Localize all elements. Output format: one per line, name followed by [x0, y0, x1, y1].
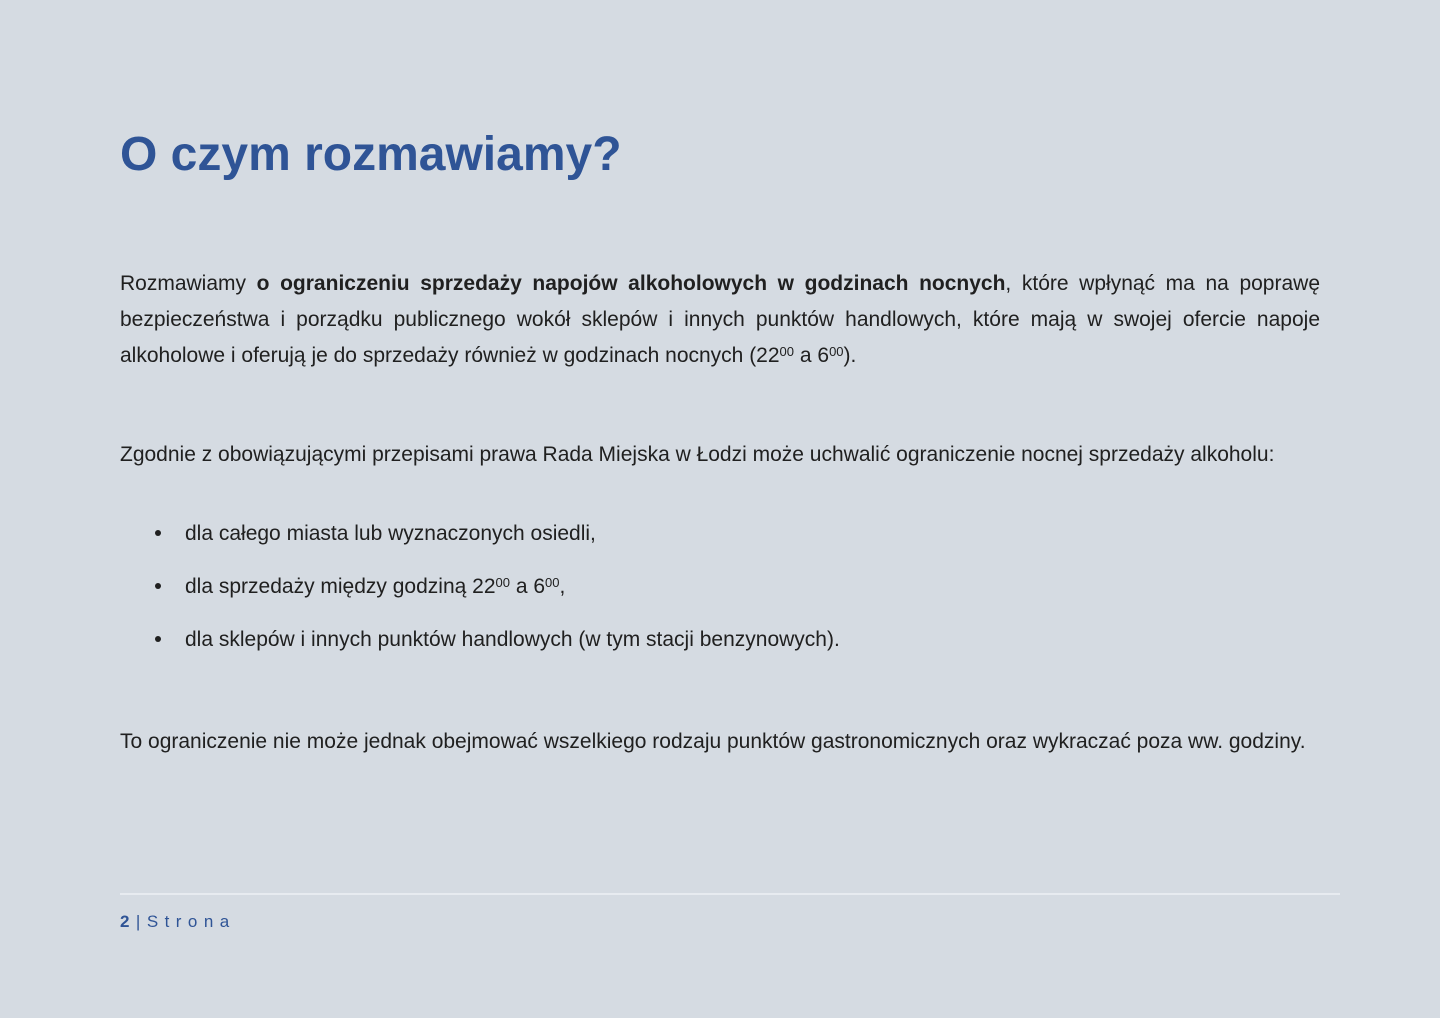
text-run: dla sklepów i innych punktów handlowych (w tym stacji benzynowych). — [185, 628, 840, 651]
list-item — [185, 622, 1320, 658]
text-run: Rozmawiamy — [120, 272, 257, 295]
page-number: 2 — [120, 912, 136, 931]
text-run: , które wpłynąć ma na poprawę bezpieczeństwa i porządku publicznego wokół sklepów i innych punktów handlowych, które mają w swojej ofercie napoje alkoholowe i oferują je do sprzedaży również w godzinach nocnych (22 — [120, 272, 1320, 367]
footer-label: Strona — [146, 912, 236, 931]
list-item — [185, 516, 1320, 552]
text-run: dla całego miasta lub wyznaczonych osiedli, — [185, 522, 596, 545]
footer-divider — [120, 893, 1340, 895]
superscript-hours: 00 — [545, 575, 560, 591]
list-item — [185, 569, 1320, 605]
text-run: a 6 — [794, 344, 830, 367]
bullet-list — [120, 516, 1320, 675]
text-run-bold: o ograniczeniu sprzedaży napojów alkoholowych w godzinach nocnych — [256, 272, 1006, 295]
text-run: a 6 — [510, 575, 546, 598]
paragraph-exception: To ograniczenie nie może jednak obejmować wszelkiego rodzaju punktów gastronomicznych oraz wykraczać poza ww. godziny. — [120, 730, 1306, 753]
paragraph-legal-basis: Zgodnie z obowiązującymi przepisami prawa Rada Miejska w Łodzi może uchwalić ograniczenie nocnej sprzedaży alkoholu: — [120, 443, 1275, 466]
superscript-hours: 00 — [495, 575, 510, 591]
superscript-hours: 00 — [829, 344, 844, 360]
footer-separator: | — [135, 912, 147, 931]
text-run: ). — [843, 344, 857, 367]
text-run: , — [559, 575, 566, 598]
page-footer — [120, 910, 1320, 934]
bullet-icon — [155, 530, 161, 536]
text-run: dla sprzedaży między godziną 22 — [185, 575, 496, 598]
bullet-icon — [155, 636, 161, 642]
paragraph-intro — [120, 266, 1320, 374]
bullet-icon — [155, 583, 161, 589]
superscript-hours: 00 — [779, 344, 795, 360]
page-title: O czym rozmawiamy? — [120, 128, 622, 181]
